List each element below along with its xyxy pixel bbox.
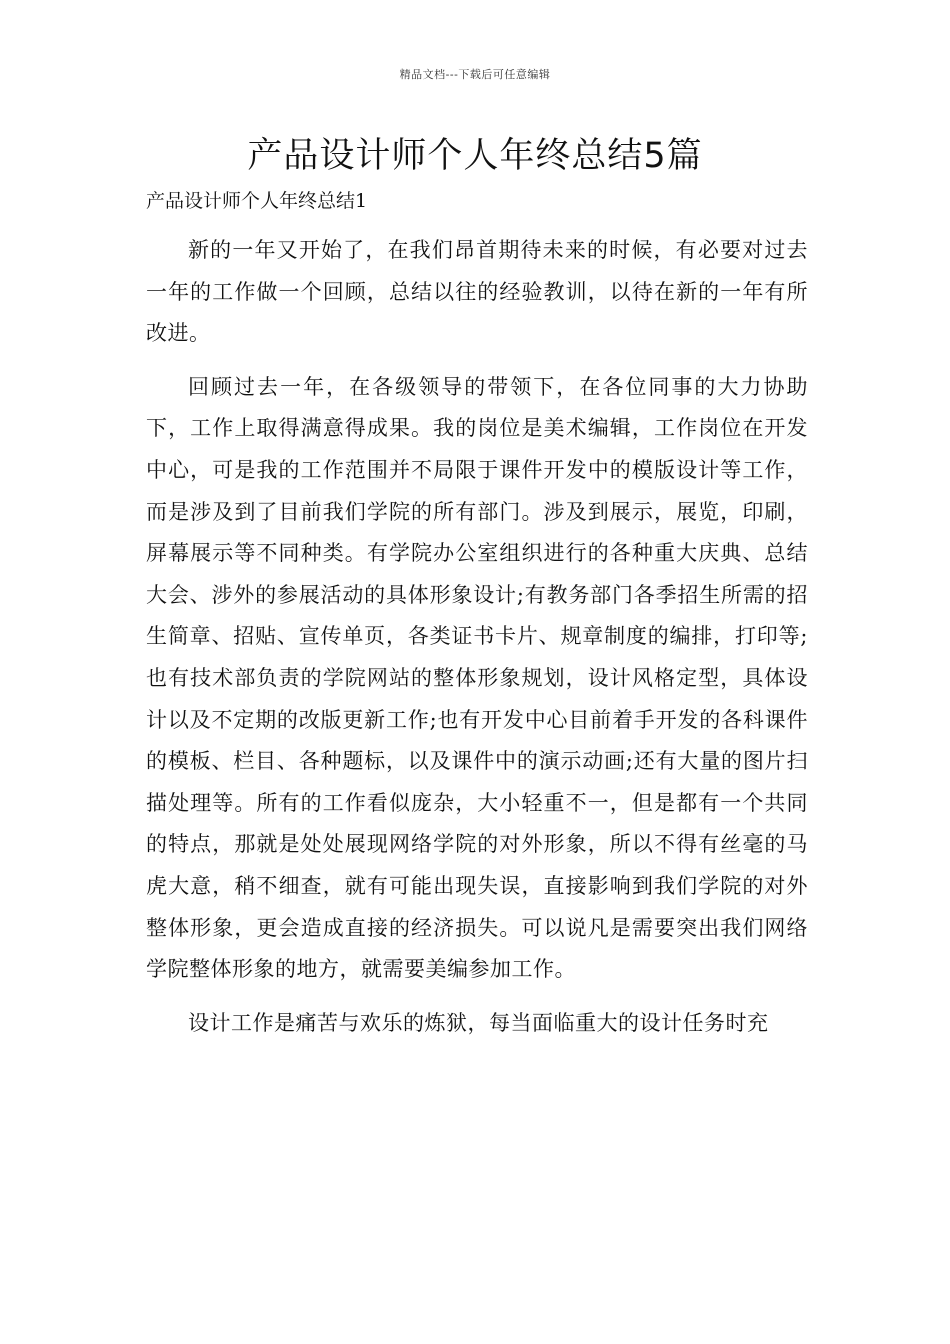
paragraph-review: 回顾过去一年，在各级领导的带领下，在各位同事的大力协助下，工作上取得满意得成果。我的岗位是美术编辑，工作岗位在开发中心，可是我的工作范围并不局限于课件开发中的模版设计等工作，而是涉及到了目前我们学院的所有部门。涉及到展示，展览，印刷，屏幕展示等不同种类。有学院办公室组织进行的各种重大庆典、总结大会、涉外的参展活动的具体形象设计;有教务部门各季招生所需的招生简章、招贴、宣传单页，各类证书卡片、规章制度的编排，打印等;也有技术部负责的学院网站的整体形象规划，设计风格定型，具体设计以及不定期的改版更新工作;也有开发中心目前着手开发的各科课件的模板、栏目、各种题标，以及课件中的演示动画;还有大量的图片扫描处理等。所有的工作看似庞杂，大小轻重不一，但是都有一个共同的特点，那就是处处展现网络学院的对外形象，所以不得有丝毫的马虎大意，稍不细查，就有可能出现失误，直接影响到我们学院的对外整体形象，更会造成直接的经济损失。可以说凡是需要突出我们网络学院整体形象的地方，就需要美编参加工作。 bbox=[146, 374, 808, 982]
document-title: 产品设计师个人年终总结5篇 bbox=[247, 136, 703, 176]
header-note: 精品文档---下载后可任意编辑 bbox=[399, 68, 551, 81]
paragraph-intro: 新的一年又开始了，在我们昂首期待未来的时候，有必要对过去一年的工作做一个回顾，总结以往的经验教训，以待在新的一年有所改进。 bbox=[146, 238, 808, 346]
body-text bbox=[146, 230, 808, 1056]
section-heading: 产品设计师个人年终总结1 bbox=[146, 190, 368, 212]
paragraph-design-work: 设计工作是痛苦与欢乐的炼狱，每当面临重大的设计任务时充 bbox=[188, 1010, 769, 1035]
